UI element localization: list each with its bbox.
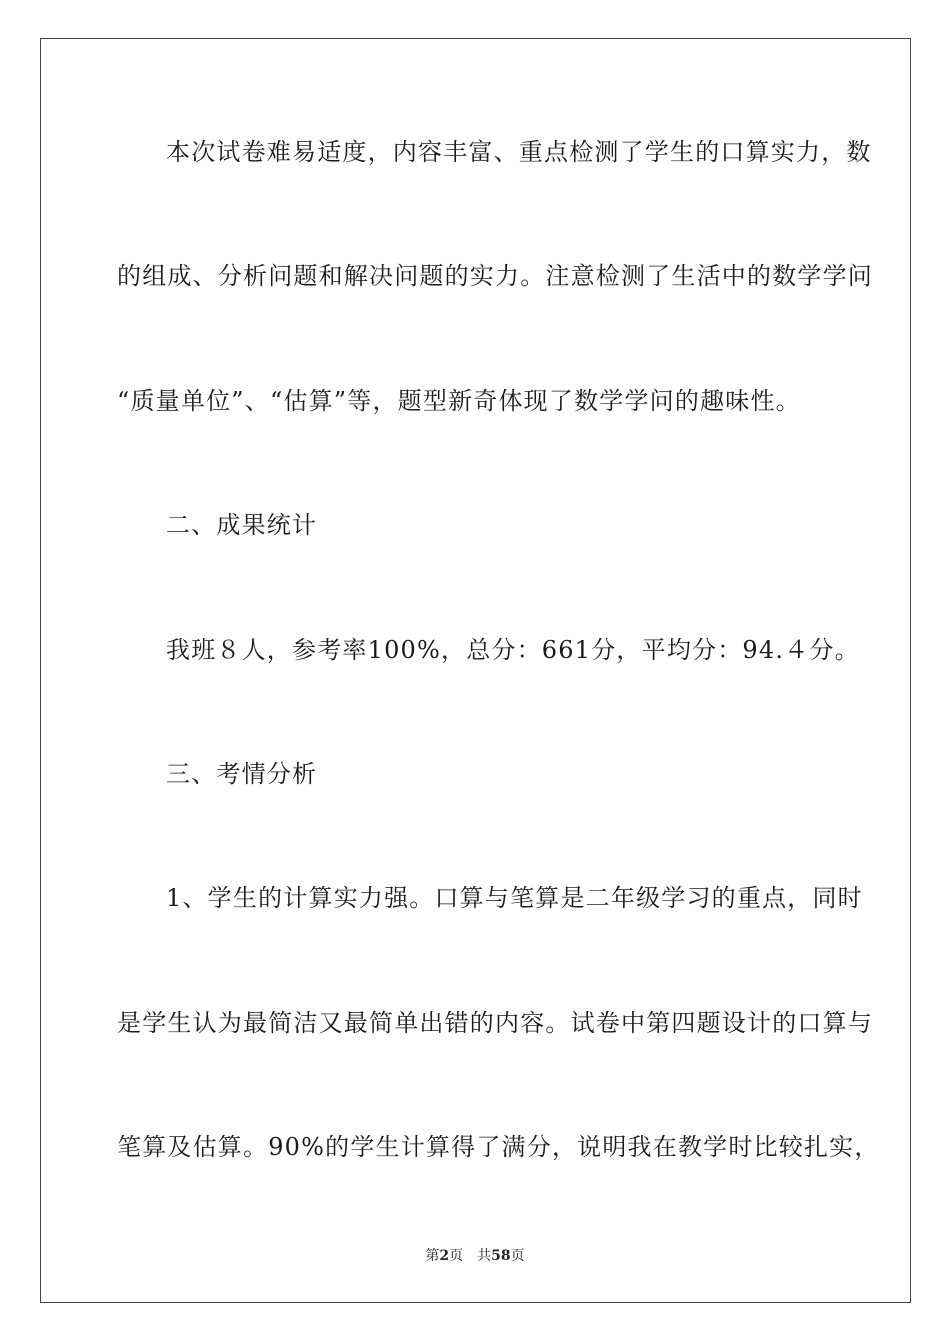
footer-total-prefix: 共 [477,1248,492,1264]
paragraph-line-1: 本次试卷难易适度，内容丰富、重点检测了学生的口算实力，数 [166,138,872,166]
results-statement: 我班８人，参考率100%，总分：661分，平均分：94.４分。 [166,636,860,664]
analysis-line-1: 1、学生的计算实力强。口算与笔算是二年级学习的重点，同时 [166,884,863,912]
analysis-line-3: 笔算及估算。90%的学生计算得了满分，说明我在教学时比较扎实， [117,1133,880,1161]
footer-page-number: 2 [439,1248,450,1264]
section-heading-results: 二、成果统计 [166,511,318,539]
footer-total-suffix: 页 [510,1248,525,1264]
paragraph-line-3: “质量单位”、“估算”等，题型新奇体现了数学学问的趣味性。 [117,387,801,415]
footer-total-pages: 58 [491,1248,511,1264]
section-heading-analysis: 三、考情分析 [166,760,318,788]
footer-prefix: 第 [425,1248,440,1264]
page-footer [0,1247,950,1265]
page-border [40,38,911,1303]
analysis-line-2: 是学生认为最简洁又最简单出错的内容。试卷中第四题设计的口算与 [117,1009,873,1037]
paragraph-line-2: 的组成、分析问题和解决问题的实力。注意检测了生活中的数学学问 [117,262,873,290]
footer-page-suffix: 页 [449,1248,464,1264]
